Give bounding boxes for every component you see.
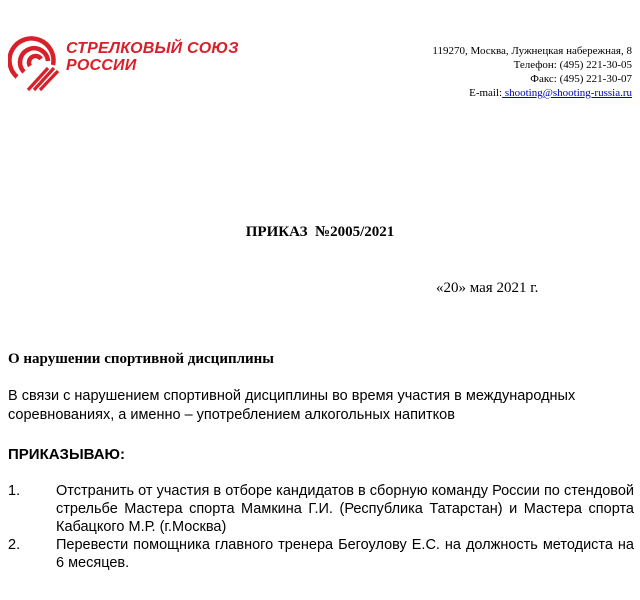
order-item-text: Перевести помощника главного тренера Бегоулову Е.С. на должность методиста на 6 месяцев. <box>56 537 634 571</box>
order-item-text: Отстранить от участия в отборе кандидатов в сборную команду России по стендовой стрельбе Мастера спорта Мамкина Г.И. (Республика Татарстан) и Мастера спорта Кабацкого М.Р. (г.Москва) <box>56 483 634 535</box>
order-item <box>8 482 634 536</box>
contact-block <box>432 44 632 100</box>
order-heading: ПРИКАЗЫВАЮ: <box>8 446 126 463</box>
document-date: «20» мая 2021 г. <box>436 280 539 296</box>
phone: Телефон: (495) 221-30-05 <box>513 59 632 71</box>
organization-name <box>66 40 239 74</box>
order-item-number: 1. <box>8 483 21 499</box>
document-title: ПРИКАЗ №2005/2021 <box>245 224 395 240</box>
email-link[interactable]: shooting@shooting-russia.ru <box>502 87 632 99</box>
email-line <box>432 86 632 100</box>
organization-name-line2: РОССИИ <box>66 57 137 74</box>
email-label: E-mail: <box>469 87 503 99</box>
fax: Факс: (495) 221-30-07 <box>530 73 632 85</box>
document-subject: О нарушении спортивной дисциплины <box>8 351 275 367</box>
order-items <box>8 482 634 572</box>
organization-name-line1: СТРЕЛКОВЫЙ СОЮЗ <box>66 40 239 57</box>
address: 119270, Москва, Лужнецкая набережная, 8 <box>432 45 632 57</box>
intro-paragraph: В связи с нарушением спортивной дисциплины во время участия в международных соревнованиях, а именно – употреблением алкогольных напитков <box>8 388 576 423</box>
order-item-number: 2. <box>8 537 21 553</box>
order-item <box>8 536 634 572</box>
shooting-union-logo <box>8 30 60 92</box>
